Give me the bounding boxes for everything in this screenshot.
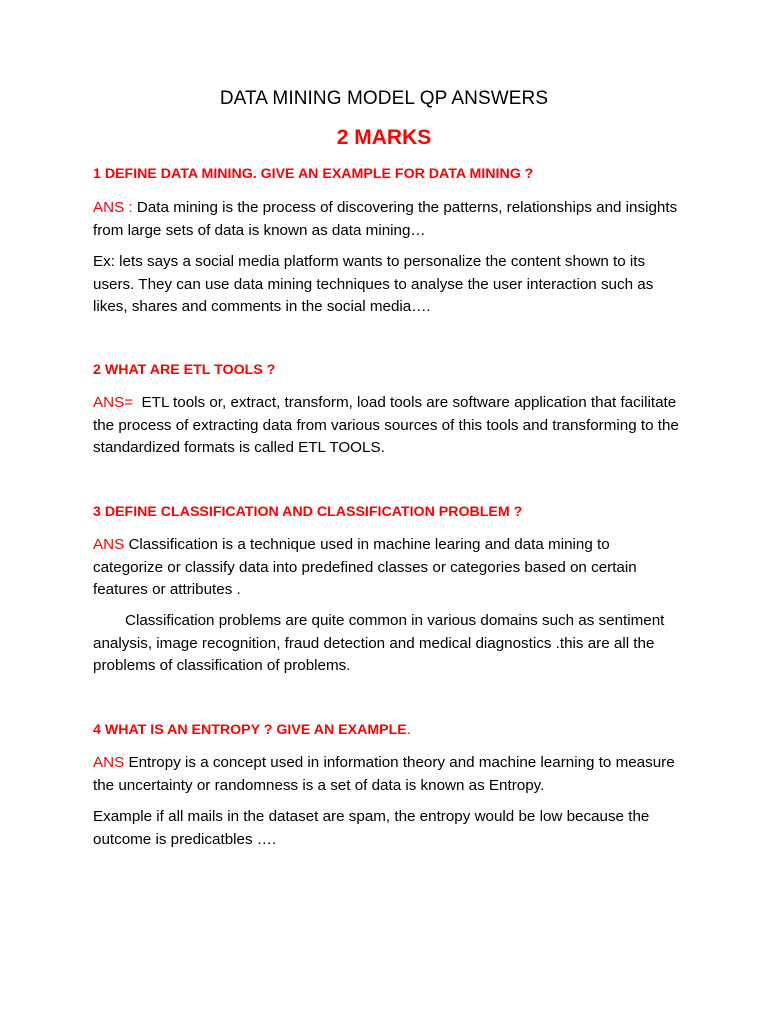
answer-label: ANS: [93, 754, 125, 771]
answer-label: ANS: [93, 536, 125, 553]
answer-paragraph: [93, 197, 683, 242]
question-1-example: [93, 251, 683, 319]
question-text: 3 DEFINE CLASSIFICATION AND CLASSIFICATION PROBLEM ?: [93, 504, 523, 520]
question-end: .: [406, 722, 411, 738]
question-text: 2 WHAT ARE ETL TOOLS ?: [93, 362, 276, 378]
example-paragraph: Ex: lets says a social media platform wants to personalize the content shown to its users. They can use data mining techniques to analyse the user interaction such as likes, shares and comments in the social media….: [93, 253, 654, 315]
question-1-heading: [93, 166, 683, 182]
question-label: 4 WHAT IS AN ENTROPY ? GIVE AN EXAMPLE: [93, 722, 407, 738]
answer-label: ANS :: [93, 199, 133, 216]
answer-label: ANS=: [93, 394, 134, 411]
answer-text: ETL tools or, extract, transform, load tools are software application that facilitate the process of extracting data from various sources of this tools and transforming to the standardized formats is called ETL TOOLS.: [93, 394, 684, 456]
question-text: 1 DEFINE DATA MINING. GIVE AN EXAMPLE FOR DATA MINING ?: [93, 166, 534, 182]
question-text: [93, 722, 683, 738]
answer-text: Entropy is a concept used in information theory and machine learning to measure the uncertainty or randomness is a set of data is known as Entropy.: [93, 754, 675, 794]
answer-text: Classification is a technique used in machine learing and data mining to categorize or classify data into predefined classes or categories based on certain features or attributes .: [93, 536, 637, 598]
extra-paragraph: Classification problems are quite common in various domains such as sentiment analysis, image recognition, fraud detection and medical diagnostics .this are all the problems of classification of problems.: [93, 612, 665, 674]
example-paragraph: Example if all mails in the dataset are spam, the entropy would be low because the outcome is predicatbles ….: [93, 808, 650, 848]
section-heading: 2 MARKS: [336, 126, 432, 149]
answer-text: Data mining is the process of discovering the patterns, relationships and insights from large sets of data is known as data mining…: [93, 199, 678, 239]
answer-paragraph: [93, 752, 683, 797]
question-1-answer: [93, 197, 683, 242]
question-3-answer: [93, 534, 683, 602]
question-4-answer: [93, 752, 683, 797]
question-2-heading: [93, 362, 683, 378]
document-title: DATA MINING MODEL QP ANSWERS: [219, 88, 549, 109]
question-4-heading: [93, 722, 683, 738]
question-3-heading: [93, 504, 683, 520]
question-3-extra: [93, 610, 683, 678]
question-2-answer: [93, 392, 683, 460]
question-4-example: [93, 806, 683, 851]
answer-paragraph: [93, 392, 683, 460]
answer-paragraph: [93, 534, 683, 602]
